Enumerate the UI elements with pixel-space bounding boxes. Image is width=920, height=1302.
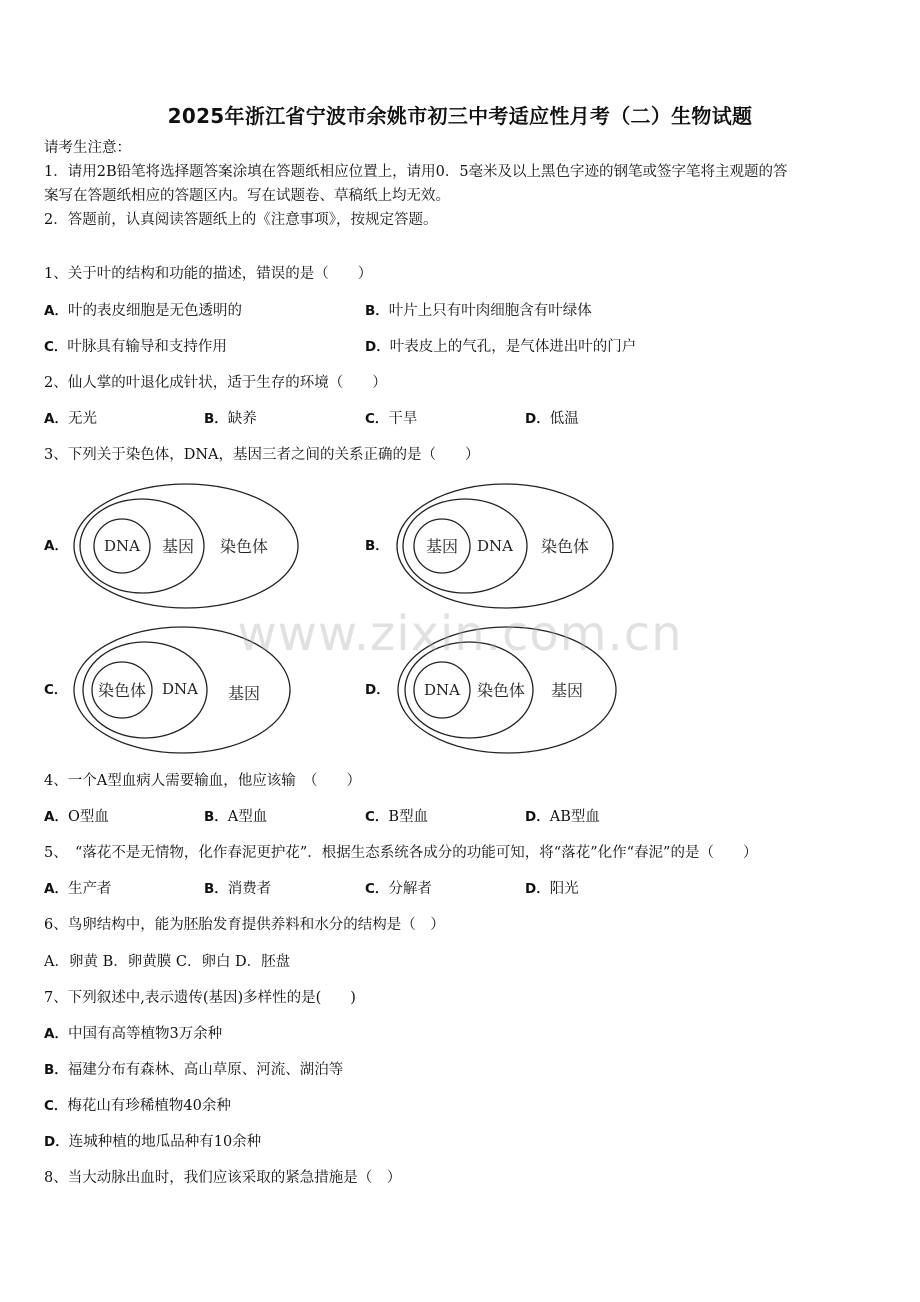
question-3-option-a-key: [44, 536, 68, 556]
notice-line-1b: 案写在答题纸相应的答题区内。写在试题卷、草稿纸上均无效。: [44, 188, 450, 204]
question-1-option-b: [365, 301, 592, 321]
option-key: D．: [365, 339, 390, 355]
option-text: 叶的表皮细胞是无色透明的: [67, 303, 242, 319]
question-5-option-c: [365, 879, 432, 899]
question-3-option-b-key: [365, 536, 389, 556]
question-3-stem: 3、下列关于染色体，DNA，基因三者之间的关系正确的是（ ）: [44, 447, 480, 463]
option-key: A．: [44, 809, 68, 825]
option-text: B型血: [388, 809, 429, 825]
question-1-option-c: [44, 337, 227, 357]
outer-label: 基因: [550, 681, 584, 700]
question-4-stem: 4、一个A型血病人需要输血，他应该输 （ ）: [44, 773, 361, 789]
middle-label: 基因: [161, 537, 195, 556]
question-7-option-d: [44, 1132, 261, 1152]
middle-label: DNA: [477, 537, 513, 555]
question-8-stem: 8、当大动脉出血时，我们应该采取的紧急措施是（ ）: [44, 1170, 402, 1186]
option-text: 阳光: [549, 881, 579, 897]
option-key: B．: [365, 538, 389, 554]
question-2-option-b: [204, 409, 257, 429]
option-text: 梅花山有珍稀植物40余种: [67, 1098, 231, 1114]
inner-label: DNA: [104, 537, 140, 555]
option-key: C．: [44, 339, 68, 355]
option-text: 叶片上只有叶肉细胞含有叶绿体: [388, 303, 592, 319]
question-3-option-a-diagram: [72, 482, 302, 612]
question-2-option-c: [365, 409, 417, 429]
notice-line-1a: 1．请用2B铅笔将选择题答案涂填在答题纸相应位置上，请用0．5毫米及以上黑色字迹的钢笔或签字笔将主观题的答: [44, 164, 788, 180]
question-3-option-b-diagram: [395, 482, 625, 612]
question-5-option-b: [204, 879, 271, 899]
inner-label: DNA: [424, 681, 460, 699]
option-text: AB型血: [549, 809, 600, 825]
option-text: 无光: [67, 411, 97, 427]
option-key: D．: [525, 411, 550, 427]
question-6-options: A．卵黄 B．卵黄膜 C．卵白 D．胚盘: [44, 954, 291, 970]
option-key: C．: [44, 682, 68, 698]
option-text: A型血: [227, 809, 268, 825]
option-key: A．: [44, 411, 68, 427]
option-key: B．: [365, 303, 389, 319]
option-key: B．: [204, 881, 228, 897]
option-key: B．: [204, 411, 228, 427]
outer-label: 染色体: [540, 537, 590, 556]
option-text: 福建分布有森林、高山草原、河流、湖泊等: [67, 1062, 344, 1078]
question-1-stem: 1、关于叶的结构和功能的描述，错误的是（ ）: [44, 266, 373, 282]
question-4-option-d: [525, 807, 600, 827]
option-key: A．: [44, 538, 68, 554]
question-4-option-b: [204, 807, 267, 827]
question-2-option-a: [44, 409, 97, 429]
inner-label: 染色体: [97, 681, 147, 700]
option-key: A．: [44, 881, 68, 897]
middle-label: 染色体: [476, 681, 526, 700]
question-6-stem: 6、鸟卵结构中，能为胚胎发育提供养料和水分的结构是（ ）: [44, 917, 445, 933]
option-key: B．: [204, 809, 228, 825]
inner-label: 基因: [425, 537, 459, 556]
option-key: B．: [44, 1062, 68, 1078]
outer-label: 染色体: [219, 537, 269, 556]
option-key: A．: [44, 1026, 68, 1042]
option-text: 分解者: [388, 881, 432, 897]
watermark: www.zixin.com.cn: [237, 606, 683, 662]
option-key: A．: [44, 303, 68, 319]
option-text: 低温: [549, 411, 579, 427]
option-key: C．: [44, 1098, 68, 1114]
question-2-option-d: [525, 409, 579, 429]
option-key: D．: [525, 881, 550, 897]
notice-heading: 请考生注意：: [44, 140, 131, 156]
question-3-option-d-key: [365, 680, 390, 700]
option-key: D．: [525, 809, 550, 825]
question-5-stem: 5、 “落花不是无情物，化作春泥更护花”．根据生态系统各成分的功能可知，将“落花”化作“春泥”的是（ ）: [44, 845, 758, 861]
option-key: D．: [44, 1134, 69, 1150]
notice-line-2: 2．答题前，认真阅读答题纸上的《注意事项》，按规定答题。: [44, 212, 438, 228]
option-key: C．: [365, 809, 389, 825]
option-text: O型血: [67, 809, 109, 825]
question-2-stem: 2、仙人掌的叶退化成针状，适于生存的环境（ ）: [44, 375, 387, 391]
question-1-option-d: [365, 337, 636, 357]
option-text: 叶脉具有输导和支持作用: [67, 339, 227, 355]
middle-label: DNA: [162, 680, 198, 698]
question-5-option-a: [44, 879, 111, 899]
option-text: 消费者: [227, 881, 272, 897]
outer-label: 基因: [227, 684, 261, 703]
question-7-stem: 7、下列叙述中,表示遗传(基因)多样性的是( ): [44, 990, 356, 1006]
question-7-option-b: [44, 1060, 343, 1080]
option-text: 生产者: [67, 881, 112, 897]
option-key: C．: [365, 881, 389, 897]
page-title: 2025年浙江省宁波市余姚市初三中考适应性月考（二）生物试题: [167, 104, 753, 128]
question-4-option-c: [365, 807, 428, 827]
question-4-option-a: [44, 807, 109, 827]
option-text: 连城种植的地瓜品种有10余种: [68, 1134, 262, 1150]
question-7-option-c: [44, 1096, 231, 1116]
question-5-option-d: [525, 879, 579, 899]
option-text: 叶表皮上的气孔，是气体进出叶的门户: [389, 339, 637, 355]
question-7-option-a: [44, 1024, 222, 1044]
question-1-option-a: [44, 301, 242, 321]
option-text: 中国有高等植物3万余种: [67, 1026, 223, 1042]
question-3-option-c-key: [44, 680, 67, 700]
option-text: 缺养: [227, 411, 257, 427]
option-key: D．: [365, 682, 390, 698]
option-text: 干旱: [388, 411, 418, 427]
option-key: C．: [365, 411, 389, 427]
